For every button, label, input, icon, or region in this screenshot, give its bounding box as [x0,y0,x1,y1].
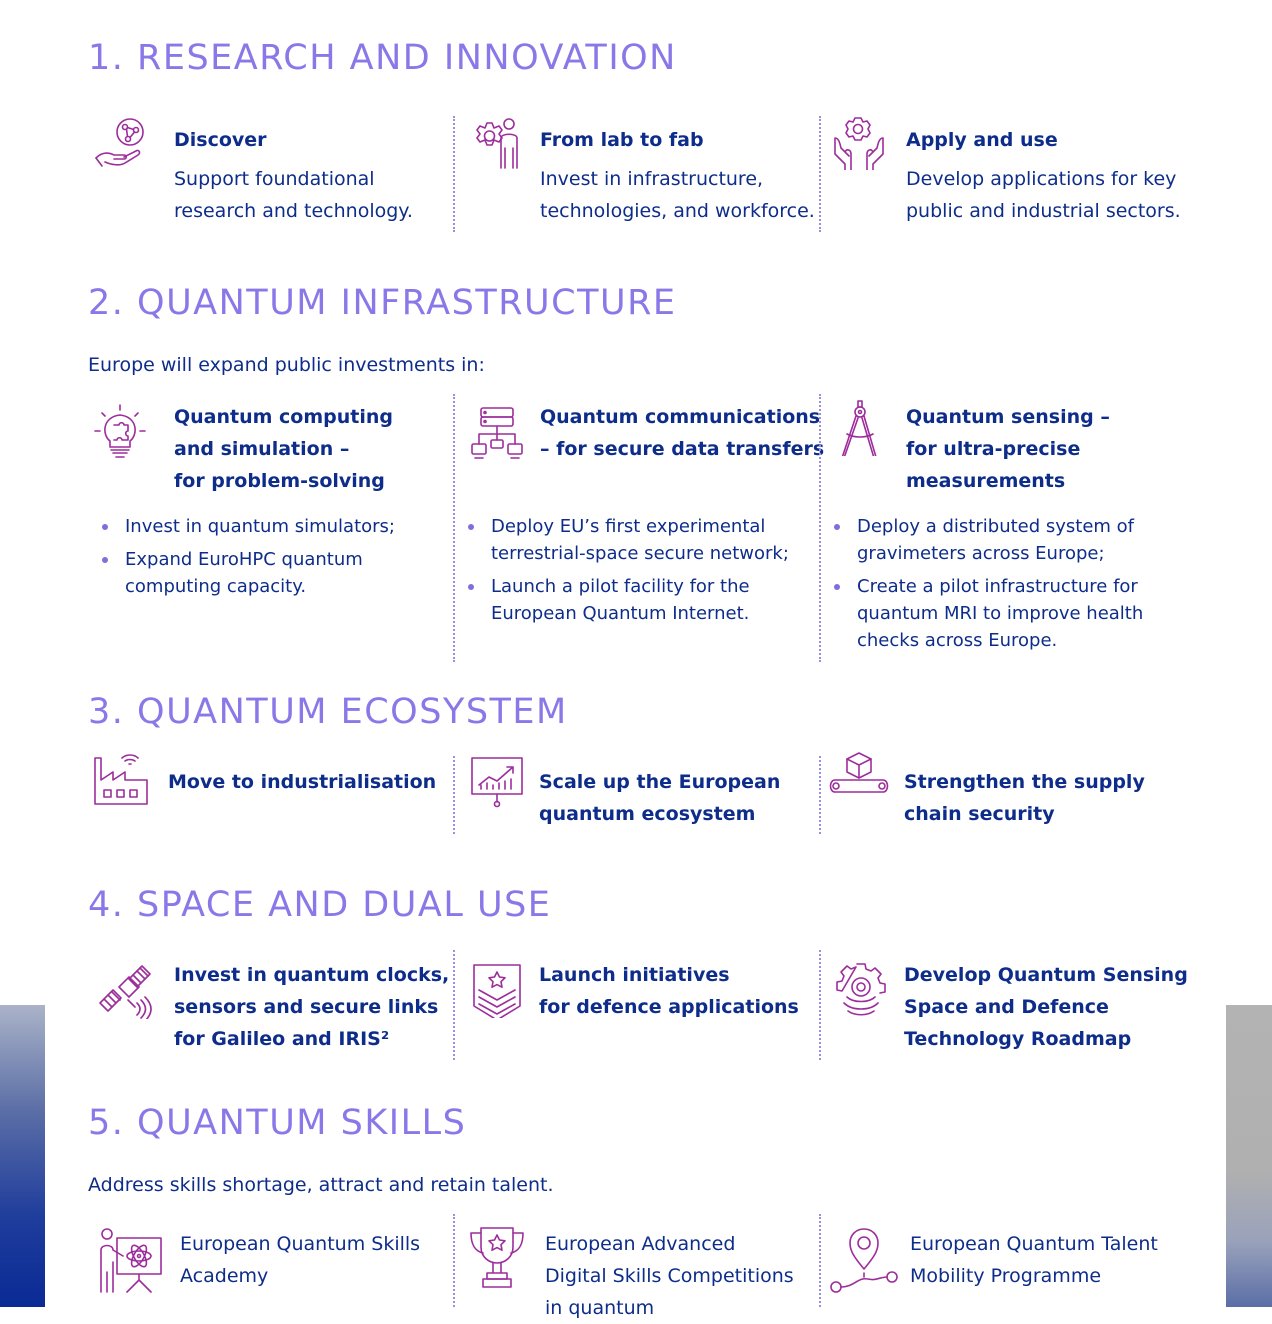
item-title-discover: Discover [174,129,267,151]
section-heading-research: 1. RESEARCH AND INNOVATION [88,38,677,78]
location-path-icon [828,1225,900,1297]
item-title-quantum-clocks: Invest in quantum clocks, sensors and secure links for Galileo and IRIS² [174,964,450,1050]
section-heading-skills: 5. QUANTUM SKILLS [88,1103,467,1143]
item-title-supply-chain: Strengthen the supply chain security [904,771,1145,825]
item-title-digital-skills: European Advanced Digital Skills Competitions in quantum [545,1233,794,1319]
item-title-industrialisation: Move to industrialisation [168,771,437,793]
right-side-band [1226,1005,1272,1307]
section-heading-infrastructure: 2. QUANTUM INFRASTRUCTURE [88,283,677,323]
item-title-scale-up: Scale up the European quantum ecosystem [539,771,781,825]
gear-person-icon [469,114,525,170]
item-title-quantum-computing: Quantum computing and simulation – for problem-solving [174,406,394,492]
column-divider [453,950,455,1060]
list-item: Invest in quantum simulators; [125,513,445,540]
column-divider [819,1214,821,1307]
column-divider [453,394,455,662]
column-divider [819,756,821,834]
item-title-talent-mobility: European Quantum Talent Mobility Programme [910,1233,1158,1287]
factory-wifi-icon [92,750,148,806]
section-intro-skills: Address skills shortage, attract and retain talent. [88,1174,554,1196]
bullet-list-quantum-sensing [857,513,1187,660]
column-divider [453,116,455,232]
section-heading-ecosystem: 3. QUANTUM ECOSYSTEM [88,692,568,732]
item-title-apply-use: Apply and use [906,129,1058,151]
column-divider [453,756,455,834]
network-server-icon [469,406,525,462]
item-title-skills-academy: European Quantum Skills Academy [180,1233,421,1287]
conveyor-box-icon [827,750,891,806]
list-item: Deploy EU’s first experimental terrestrial-space secure network; [491,513,811,567]
gear-signal-icon [833,961,889,1017]
column-divider [819,394,821,662]
left-side-band [0,1005,45,1307]
satellite-icon [97,963,153,1019]
list-item: Expand EuroHPC quantum computing capacity. [125,546,445,600]
column-divider [453,1214,455,1307]
column-divider [819,950,821,1060]
trophy-star-icon [467,1225,527,1291]
item-title-lab-to-fab: From lab to fab [540,129,704,151]
list-item: Deploy a distributed system of gravimeters across Europe; [857,513,1187,567]
hand-molecule-icon [92,114,148,170]
item-title-defence: Launch initiatives for defence applications [539,964,799,1018]
section-intro-infrastructure: Europe will expand public investments in: [88,354,485,376]
item-text-discover: Support foundational research and technology. [174,168,413,222]
lightbulb-puzzle-icon [92,403,148,459]
item-title-quantum-sensing: Quantum sensing – for ultra-precise measurements [906,406,1110,492]
item-title-quantum-communications: Quantum communications – for secure data transfers [540,406,825,460]
presentation-chart-icon [469,755,525,811]
list-item: Create a pilot infrastructure for quantum MRI to improve health checks across Europe. [857,573,1187,654]
teacher-atom-icon [97,1226,165,1294]
item-text-lab-to-fab: Invest in infrastructure, technologies, and workforce. [540,168,815,222]
bullet-list-quantum-computing [125,513,445,606]
column-divider [819,116,821,232]
military-badge-icon [469,962,525,1018]
compass-icon [832,400,888,456]
item-text-apply-use: Develop applications for key public and industrial sectors. [906,168,1181,222]
section-heading-space: 4. SPACE AND DUAL USE [88,885,552,925]
list-item: Launch a pilot facility for the European Quantum Internet. [491,573,811,627]
item-title-sensing-roadmap: Develop Quantum Sensing Space and Defence Technology Roadmap [904,964,1188,1050]
hands-gear-icon [831,114,887,170]
bullet-list-quantum-communications [491,513,811,633]
